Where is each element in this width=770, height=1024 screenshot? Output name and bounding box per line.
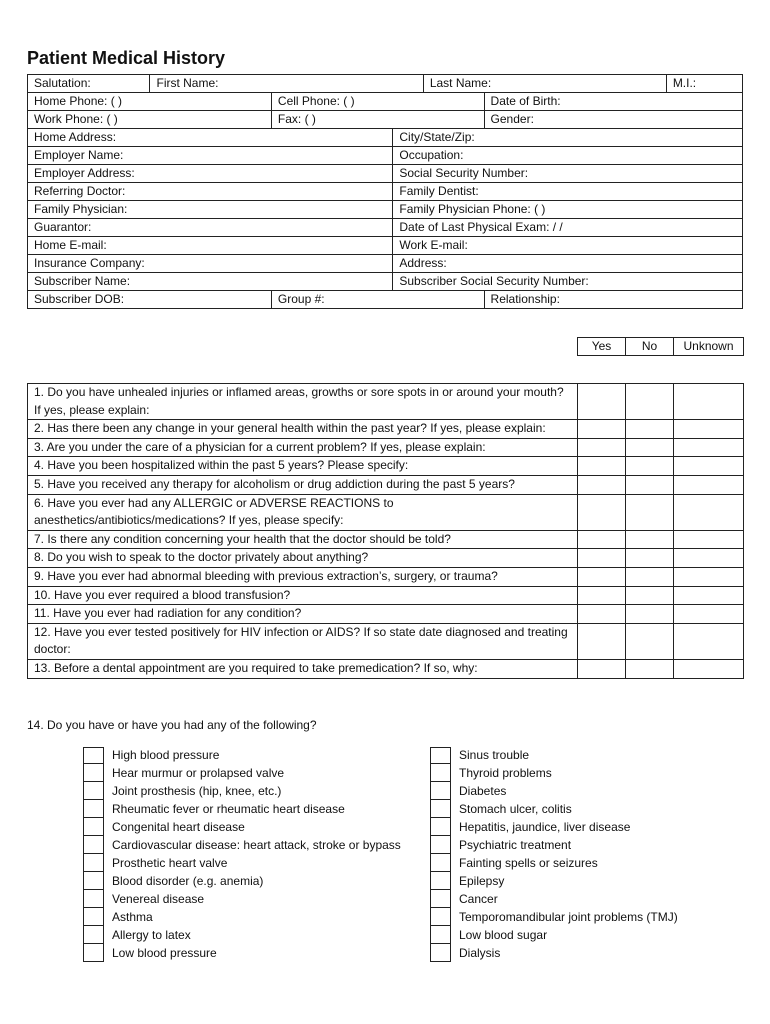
yes-answer-cell[interactable]	[578, 438, 626, 457]
unknown-answer-cell[interactable]	[674, 384, 744, 420]
info-field[interactable]: Group #:	[271, 291, 484, 309]
condition-label: Thyroid problems	[459, 766, 552, 780]
question-row	[28, 475, 744, 494]
condition-label: Asthma	[112, 910, 153, 924]
condition-label: Hear murmur or prolapsed valve	[112, 766, 285, 780]
no-answer-cell[interactable]	[626, 549, 674, 568]
condition-item	[430, 782, 678, 800]
condition-label: Rheumatic fever or rheumatic heart disease	[112, 802, 345, 816]
question-text: 12. Have you ever tested positively for HIV infection or AIDS? If so state date diagnosed and treating doctor:	[28, 623, 578, 659]
info-row	[28, 129, 743, 147]
question-row	[28, 549, 744, 568]
question-row	[28, 457, 744, 476]
condition-checkbox[interactable]	[430, 854, 451, 872]
condition-checkbox[interactable]	[83, 800, 104, 818]
info-field[interactable]: Subscriber Name:	[28, 273, 393, 291]
info-row	[28, 201, 743, 219]
condition-item	[430, 854, 678, 872]
condition-item	[83, 944, 401, 962]
condition-label: Hepatitis, jaundice, liver disease	[459, 820, 631, 834]
info-row	[28, 273, 743, 291]
info-field[interactable]: Social Security Number:	[393, 165, 743, 183]
condition-item	[430, 746, 678, 764]
info-field[interactable]: Address:	[393, 255, 743, 273]
unknown-answer-cell[interactable]	[674, 586, 744, 605]
condition-item	[430, 800, 678, 818]
info-field[interactable]: Date of Birth:	[484, 93, 742, 111]
yes-answer-cell[interactable]	[578, 494, 626, 530]
question-row	[28, 567, 744, 586]
conditions-list-left	[83, 746, 401, 962]
unknown-answer-cell[interactable]	[674, 549, 744, 568]
condition-checkbox[interactable]	[83, 836, 104, 854]
yes-answer-cell[interactable]	[578, 530, 626, 549]
condition-checkbox[interactable]	[83, 747, 104, 764]
condition-item	[430, 926, 678, 944]
info-row	[28, 147, 743, 165]
condition-checkbox[interactable]	[83, 764, 104, 782]
question-text: 8. Do you wish to speak to the doctor privately about anything?	[28, 549, 578, 568]
question-14: 14. Do you have or have you had any of the following?	[27, 718, 317, 732]
condition-checkbox[interactable]	[83, 890, 104, 908]
condition-checkbox[interactable]	[430, 818, 451, 836]
condition-item	[430, 836, 678, 854]
info-field[interactable]: M.I.:	[666, 75, 742, 93]
condition-label: Blood disorder (e.g. anemia)	[112, 874, 264, 888]
condition-checkbox[interactable]	[83, 926, 104, 944]
no-column-header: No	[626, 338, 674, 356]
unknown-answer-cell[interactable]	[674, 457, 744, 476]
info-row	[28, 255, 743, 273]
unknown-answer-cell[interactable]	[674, 605, 744, 624]
question-row	[28, 530, 744, 549]
unknown-answer-cell[interactable]	[674, 475, 744, 494]
info-field[interactable]: Fax: ( )	[271, 111, 484, 129]
condition-item	[430, 908, 678, 926]
info-row	[28, 165, 743, 183]
unknown-answer-cell[interactable]	[674, 420, 744, 439]
question-row	[28, 494, 744, 530]
condition-label: Prosthetic heart valve	[112, 856, 228, 870]
yes-answer-cell[interactable]	[578, 659, 626, 678]
condition-checkbox[interactable]	[83, 908, 104, 926]
unknown-answer-cell[interactable]	[674, 530, 744, 549]
info-field[interactable]: First Name:	[150, 75, 423, 93]
condition-label: Dialysis	[459, 946, 501, 960]
info-field[interactable]: Guarantor:	[28, 219, 393, 237]
info-row	[28, 219, 743, 237]
info-field[interactable]: Employer Address:	[28, 165, 393, 183]
condition-item	[83, 800, 401, 818]
no-answer-cell[interactable]	[626, 420, 674, 439]
condition-label: Allergy to latex	[112, 928, 191, 942]
condition-checkbox[interactable]	[430, 782, 451, 800]
question-text: 4. Have you been hospitalized within the past 5 years? Please specify:	[28, 457, 578, 476]
no-answer-cell[interactable]	[626, 457, 674, 476]
question-text: 9. Have you ever had abnormal bleeding with previous extraction’s, surgery, or trauma?	[28, 567, 578, 586]
condition-item	[83, 818, 401, 836]
condition-checkbox[interactable]	[430, 836, 451, 854]
question-text: 11. Have you ever had radiation for any condition?	[28, 605, 578, 624]
info-row	[28, 183, 743, 201]
condition-item	[83, 890, 401, 908]
info-field[interactable]: Last Name:	[423, 75, 666, 93]
condition-item	[83, 764, 401, 782]
condition-item	[83, 782, 401, 800]
yes-answer-cell[interactable]	[578, 623, 626, 659]
questions-table	[27, 383, 744, 679]
info-row	[28, 237, 743, 255]
condition-label: Joint prosthesis (hip, knee, etc.)	[112, 784, 282, 798]
question-text: 2. Has there been any change in your general health within the past year? If yes, please explain:	[28, 420, 578, 439]
condition-item	[430, 764, 678, 782]
info-field[interactable]: Employer Name:	[28, 147, 393, 165]
info-field[interactable]: Subscriber Social Security Number:	[393, 273, 743, 291]
info-field[interactable]: Date of Last Physical Exam: / /	[393, 219, 743, 237]
condition-checkbox[interactable]	[430, 747, 451, 764]
info-field[interactable]: Insurance Company:	[28, 255, 393, 273]
yes-answer-cell[interactable]	[578, 605, 626, 624]
form-title: Patient Medical History	[27, 48, 226, 68]
question-row	[28, 659, 744, 678]
condition-label: Stomach ulcer, colitis	[459, 802, 572, 816]
info-field[interactable]: Referring Doctor:	[28, 183, 393, 201]
conditions-list-right	[430, 746, 678, 962]
condition-label: Diabetes	[459, 784, 507, 798]
info-field[interactable]: Subscriber DOB:	[28, 291, 272, 309]
unknown-answer-cell[interactable]	[674, 438, 744, 457]
no-answer-cell[interactable]	[626, 530, 674, 549]
condition-checkbox[interactable]	[430, 800, 451, 818]
info-field[interactable]: Family Physician Phone: ( )	[393, 201, 743, 219]
condition-checkbox[interactable]	[430, 926, 451, 944]
question-row	[28, 605, 744, 624]
condition-label: Psychiatric treatment	[459, 838, 572, 852]
condition-label: Cardiovascular disease: heart attack, stroke or bypass	[112, 838, 401, 852]
yes-answer-cell[interactable]	[578, 586, 626, 605]
info-field[interactable]: Family Dentist:	[393, 183, 743, 201]
question-text: 6. Have you ever had any ALLERGIC or ADVERSE REACTIONS to anesthetics/antibiotics/medications? If yes, please specify:	[28, 494, 578, 530]
yes-answer-cell[interactable]	[578, 475, 626, 494]
question-row	[28, 586, 744, 605]
no-answer-cell[interactable]	[626, 586, 674, 605]
info-field[interactable]: Work E-mail:	[393, 237, 743, 255]
question-row	[28, 438, 744, 457]
condition-label: Venereal disease	[112, 892, 205, 906]
condition-checkbox[interactable]	[83, 854, 104, 872]
yes-answer-cell[interactable]	[578, 384, 626, 420]
condition-label: Fainting spells or seizures	[459, 856, 598, 870]
question-row	[28, 623, 744, 659]
condition-checkbox[interactable]	[83, 782, 104, 800]
unknown-answer-cell[interactable]	[674, 567, 744, 586]
info-field[interactable]: Work Phone: ( )	[28, 111, 272, 129]
condition-checkbox[interactable]	[430, 890, 451, 908]
condition-item	[430, 944, 678, 962]
unknown-answer-cell[interactable]	[674, 623, 744, 659]
info-field[interactable]: Gender:	[484, 111, 742, 129]
yes-answer-cell[interactable]	[578, 420, 626, 439]
question-row	[28, 420, 744, 439]
yes-answer-cell[interactable]	[578, 549, 626, 568]
no-answer-cell[interactable]	[626, 659, 674, 678]
condition-label: Congenital heart disease	[112, 820, 245, 834]
yes-answer-cell[interactable]	[578, 457, 626, 476]
info-field[interactable]: Home Address:	[28, 129, 393, 147]
yes-answer-cell[interactable]	[578, 567, 626, 586]
patient-info-table	[27, 74, 743, 309]
question-text: 10. Have you ever required a blood transfusion?	[28, 586, 578, 605]
condition-item	[83, 908, 401, 926]
condition-checkbox[interactable]	[83, 944, 104, 962]
condition-label: Cancer	[459, 892, 498, 906]
question-text: 3. Are you under the care of a physician for a current problem? If yes, please explain:	[28, 438, 578, 457]
question-text: 5. Have you received any therapy for alcoholism or drug addiction during the past 5 years?	[28, 475, 578, 494]
condition-item	[430, 818, 678, 836]
condition-checkbox[interactable]	[430, 764, 451, 782]
condition-item	[83, 854, 401, 872]
condition-item	[83, 926, 401, 944]
unknown-column-header: Unknown	[674, 338, 744, 356]
condition-checkbox[interactable]	[430, 908, 451, 926]
info-field[interactable]: Occupation:	[393, 147, 743, 165]
info-row	[28, 111, 743, 129]
answer-header-table	[577, 337, 744, 356]
condition-label: Low blood pressure	[112, 946, 217, 960]
condition-item	[83, 872, 401, 890]
unknown-answer-cell[interactable]	[674, 494, 744, 530]
no-answer-cell[interactable]	[626, 623, 674, 659]
question-text: 7. Is there any condition concerning your health that the doctor should be told?	[28, 530, 578, 549]
yes-column-header: Yes	[578, 338, 626, 356]
question-text: 13. Before a dental appointment are you required to take premedication? If so, why:	[28, 659, 578, 678]
question-row	[28, 384, 744, 420]
condition-item	[430, 890, 678, 908]
info-field[interactable]: Family Physician:	[28, 201, 393, 219]
no-answer-cell[interactable]	[626, 567, 674, 586]
condition-label: High blood pressure	[112, 748, 220, 762]
condition-checkbox[interactable]	[83, 872, 104, 890]
info-row	[28, 75, 743, 93]
condition-label: Sinus trouble	[459, 748, 530, 762]
info-field[interactable]: Home E-mail:	[28, 237, 393, 255]
unknown-answer-cell[interactable]	[674, 659, 744, 678]
no-answer-cell[interactable]	[626, 475, 674, 494]
no-answer-cell[interactable]	[626, 494, 674, 530]
condition-item	[430, 872, 678, 890]
no-answer-cell[interactable]	[626, 438, 674, 457]
condition-checkbox[interactable]	[83, 818, 104, 836]
info-field[interactable]: Cell Phone: ( )	[271, 93, 484, 111]
info-field[interactable]: Relationship:	[484, 291, 742, 309]
condition-checkbox[interactable]	[430, 872, 451, 890]
condition-item	[83, 836, 401, 854]
info-field[interactable]: Salutation:	[28, 75, 150, 93]
no-answer-cell[interactable]	[626, 384, 674, 420]
no-answer-cell[interactable]	[626, 605, 674, 624]
condition-label: Epilepsy	[459, 874, 505, 888]
question-text: 1. Do you have unhealed injuries or inflamed areas, growths or sore spots in or around your mouth? If yes, please explain:	[28, 384, 578, 420]
info-field[interactable]: Home Phone: ( )	[28, 93, 272, 111]
condition-item	[83, 746, 401, 764]
condition-checkbox[interactable]	[430, 944, 451, 962]
condition-label: Low blood sugar	[459, 928, 548, 942]
info-row	[28, 291, 743, 309]
condition-label: Temporomandibular joint problems (TMJ)	[459, 910, 678, 924]
info-field[interactable]: City/State/Zip:	[393, 129, 743, 147]
info-row	[28, 93, 743, 111]
